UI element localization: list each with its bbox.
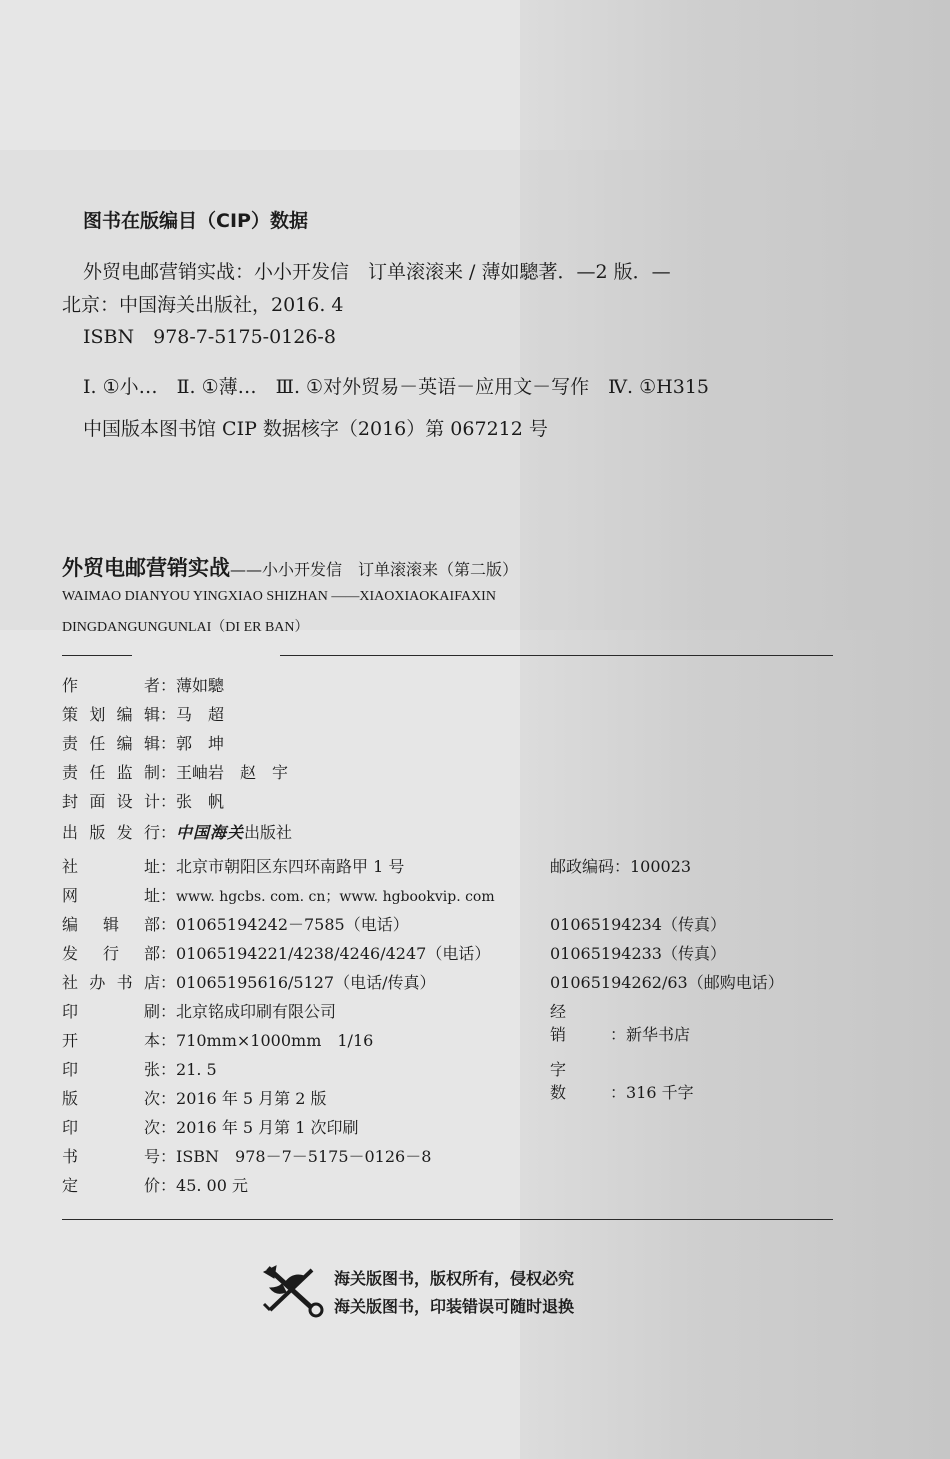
word-count: 字 数 ：316 千字 <box>550 1060 694 1102</box>
distributor: 经 销 ：新华书店 <box>550 1002 691 1044</box>
notice-return-policy: 海关版图书，印装错误可随时退换 <box>334 1297 575 1316</box>
detail-row-editor: 责任编辑：郭 坤 <box>62 734 225 753</box>
detail-row-address: 社 址：北京市朝阳区东四环南路甲 1 号 <box>62 857 405 876</box>
book-title-main: 外贸电邮营销实战 <box>62 556 230 580</box>
detail-row-edition: 版 次：2016 年 5 月第 2 版 <box>62 1089 327 1108</box>
fax-editorial: 01065194234（传真） <box>550 915 726 934</box>
notice-copyright: 海关版图书，版权所有，侵权必究 <box>334 1269 575 1288</box>
title-pinyin-2: DINGDANGUNGUNLAI（DI ER BAN） <box>62 620 309 635</box>
customs-emblem-icon <box>260 1262 326 1318</box>
publisher-logo-text: 中国海关 <box>176 823 245 842</box>
book-title <box>62 552 518 582</box>
detail-row-cover-design: 封面设计：张 帆 <box>62 792 225 811</box>
detail-row-distribution-dept: 发行部：01065194221/4238/4246/4247（电话） <box>62 944 491 963</box>
detail-row-author: 作 者：薄如驄 <box>62 676 225 695</box>
detail-row-book-number: 书 号：ISBN 978－7－5175－0126－8 <box>62 1147 432 1166</box>
detail-row-website: 网 址：www. hgcbs. com. cn；www. hgbookvip. com <box>62 886 495 905</box>
divider-top <box>280 655 833 656</box>
detail-row-publisher: 出版发行：中国海关出版社 <box>62 823 293 842</box>
detail-row-bookstore: 社办书店：01065195616/5127（电话/传真） <box>62 973 436 992</box>
detail-row-price: 定 价：45. 00 元 <box>62 1176 248 1195</box>
cip-line-1: 外贸电邮营销实战：小小开发信 订单滚滚来 / 薄如驄著．—2 版．— <box>83 261 671 283</box>
divider-bottom <box>62 1219 833 1220</box>
postcode: 邮政编码：100023 <box>550 857 692 876</box>
divider-short <box>62 655 132 656</box>
mail-order-phone: 01065194262/63（邮购电话） <box>550 973 784 992</box>
cip-classification: Ⅰ. ①小… Ⅱ. ①薄… Ⅲ. ①对外贸易－英语－应用文－写作 Ⅳ. ①H315 <box>83 376 710 398</box>
cip-record-number: 中国版本图书馆 CIP 数据核字（2016）第 067212 号 <box>83 418 548 440</box>
detail-row-supervisor: 责任监制：王岫岩 赵 宇 <box>62 763 289 782</box>
fax-distribution: 01065194233（传真） <box>550 944 726 963</box>
detail-row-planning-editor: 策划编辑：马 超 <box>62 705 225 724</box>
cip-heading: 图书在版编目（CIP）数据 <box>83 210 308 232</box>
cip-isbn: ISBN 978-7-5175-0126-8 <box>83 326 336 348</box>
title-pinyin-1: WAIMAO DIANYOU YINGXIAO SHIZHAN ——XIAOXIAOKAIFAXIN <box>62 589 496 604</box>
detail-row-sheets: 印 张：21. 5 <box>62 1060 217 1079</box>
detail-row-printing: 印 次：2016 年 5 月第 1 次印刷 <box>62 1118 359 1137</box>
cip-line-2: 北京：中国海关出版社，2016. 4 <box>62 294 344 316</box>
book-title-subtitle: ——小小开发信 订单滚滚来（第二版） <box>230 560 519 579</box>
detail-row-printer: 印 刷：北京铭成印刷有限公司 <box>62 1002 337 1021</box>
detail-row-editorial-dept: 编辑部：01065194242－7585（电话） <box>62 915 409 934</box>
detail-row-format: 开 本：710mm×1000mm 1/16 <box>62 1031 374 1050</box>
